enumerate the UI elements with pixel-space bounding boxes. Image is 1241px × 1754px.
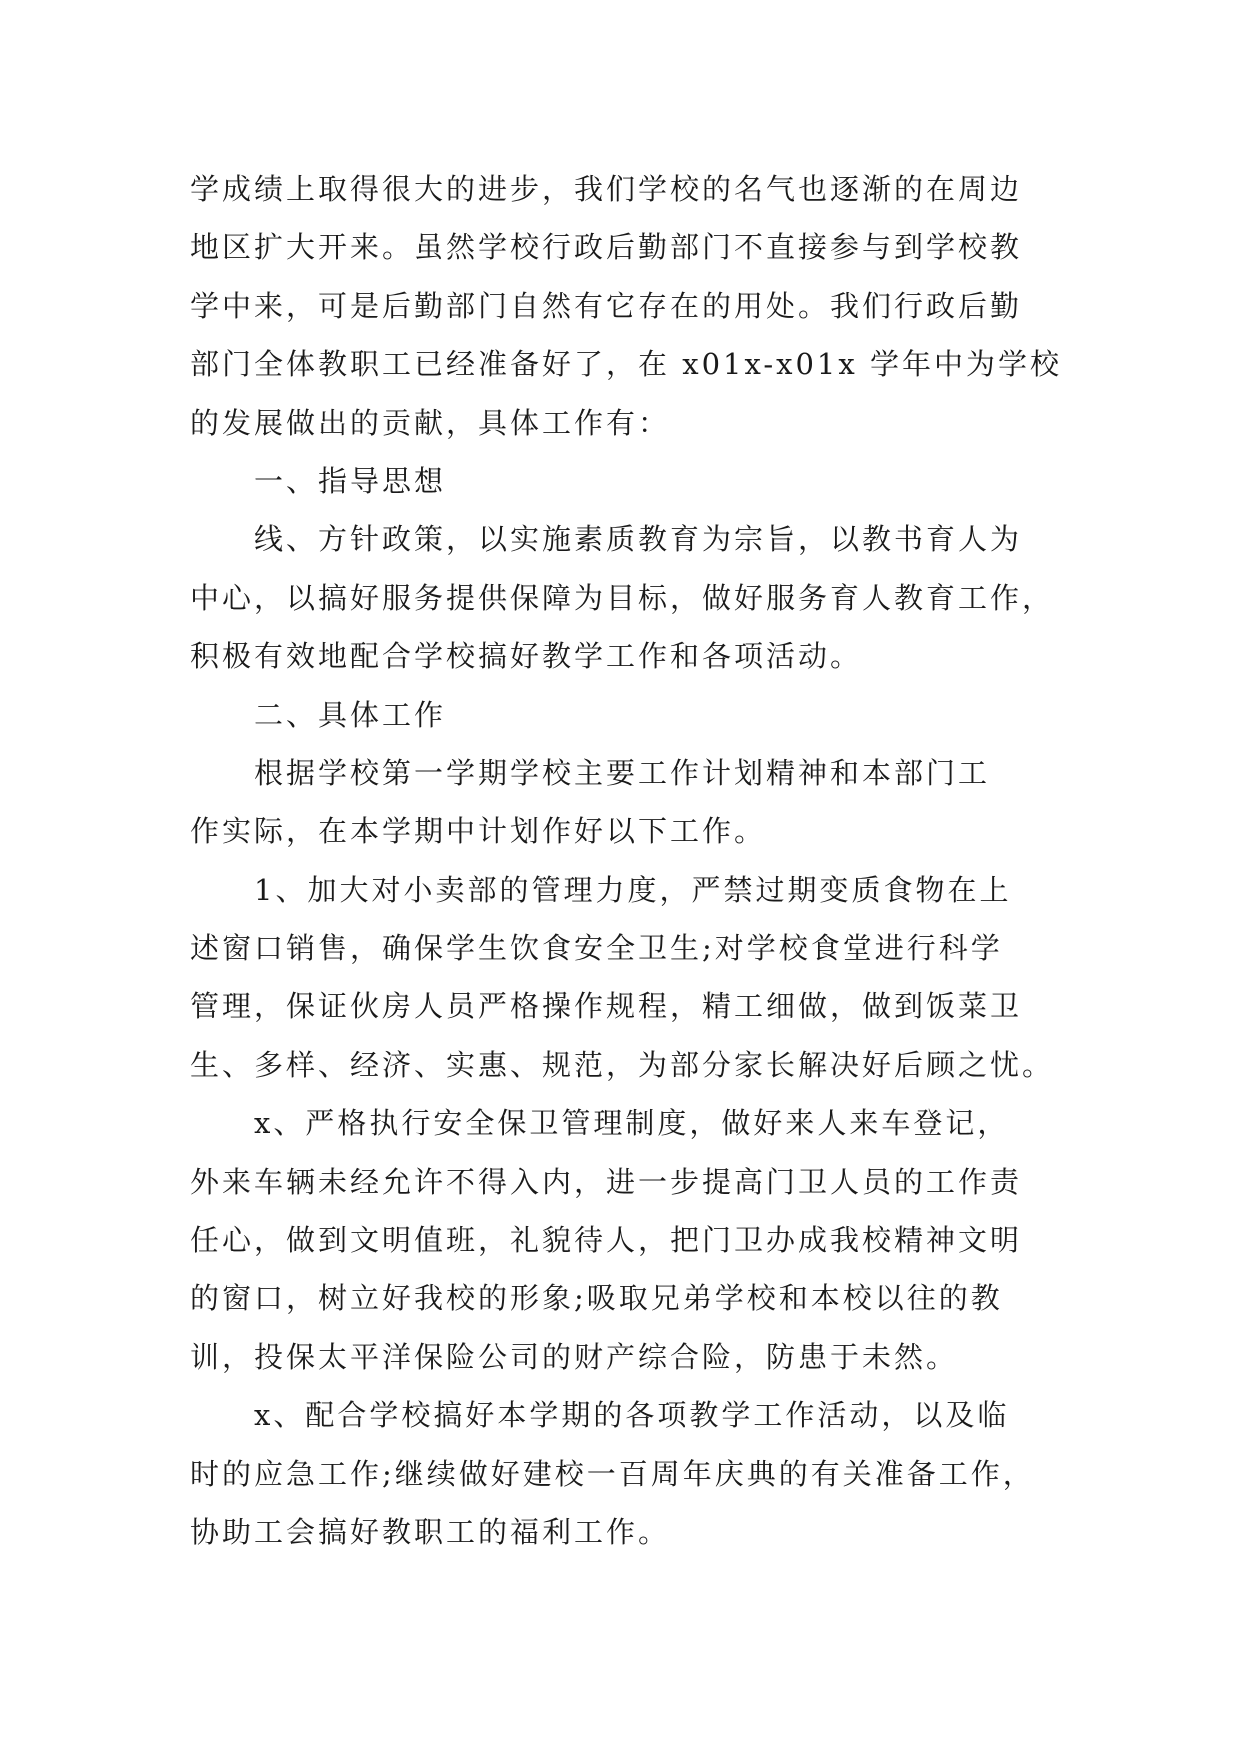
list-item-line: x、严格执行安全保卫管理制度，做好来人来车登记， — [254, 1106, 1010, 1141]
text-line: 训，投保太平洋保险公司的财产综合险，防患于未然。 — [190, 1339, 959, 1374]
text-line: 部门全体教职工已经准备好了，在 x01x-x01x 学年中为学校 — [190, 347, 1062, 382]
list-item-line: 1、加大对小卖部的管理力度，严禁过期变质食物在上 — [254, 872, 1012, 907]
list-item-line: x、配合学校搞好本学期的各项教学工作活动，以及临 — [254, 1398, 1010, 1433]
text-line: 述窗口销售，确保学生饮食安全卫生;对学校食堂进行科学 — [190, 931, 1003, 966]
text-line: 地区扩大开来。虽然学校行政后勤部门不直接参与到学校教 — [190, 230, 1023, 265]
section-heading: 二、具体工作 — [254, 697, 447, 732]
text-line: 外来车辆未经允许不得入内，进一步提高门卫人员的工作责 — [190, 1164, 1023, 1199]
text-line: 的窗口，树立好我校的形象;吸取兄弟学校和本校以往的教 — [190, 1281, 1003, 1316]
text-line: 生、多样、经济、实惠、规范，为部分家长解决好后顾之忧。 — [190, 1047, 1055, 1082]
text-line: 根据学校第一学期学校主要工作计划精神和本部门工 — [254, 755, 991, 790]
text-line: 中心，以搞好服务提供保障为目标，做好服务育人教育工作， — [190, 580, 1055, 615]
text-line: 作实际，在本学期中计划作好以下工作。 — [190, 814, 767, 849]
text-line: 管理，保证伙房人员严格操作规程，精工细做，做到饭菜卫 — [190, 989, 1023, 1024]
text-line: 的发展做出的贡献，具体工作有： — [190, 405, 671, 440]
text-line: 积极有效地配合学校搞好教学工作和各项活动。 — [190, 639, 863, 674]
text-line: 时的应急工作;继续做好建校一百周年庆典的有关准备工作， — [190, 1456, 1035, 1491]
text-line: 任心，做到文明值班，礼貌待人，把门卫办成我校精神文明 — [190, 1223, 1023, 1258]
document-body — [190, 160, 1060, 1561]
section-heading: 一、指导思想 — [254, 463, 447, 498]
text-line: 协助工会搞好教职工的福利工作。 — [190, 1514, 671, 1549]
text-line: 学成绩上取得很大的进步，我们学校的名气也逐渐的在周边 — [190, 172, 1023, 206]
text-line: 学中来，可是后勤部门自然有它存在的用处。我们行政后勤 — [190, 288, 1023, 323]
text-line: 线、方针政策，以实施素质教育为宗旨，以教书育人为 — [254, 522, 1023, 557]
